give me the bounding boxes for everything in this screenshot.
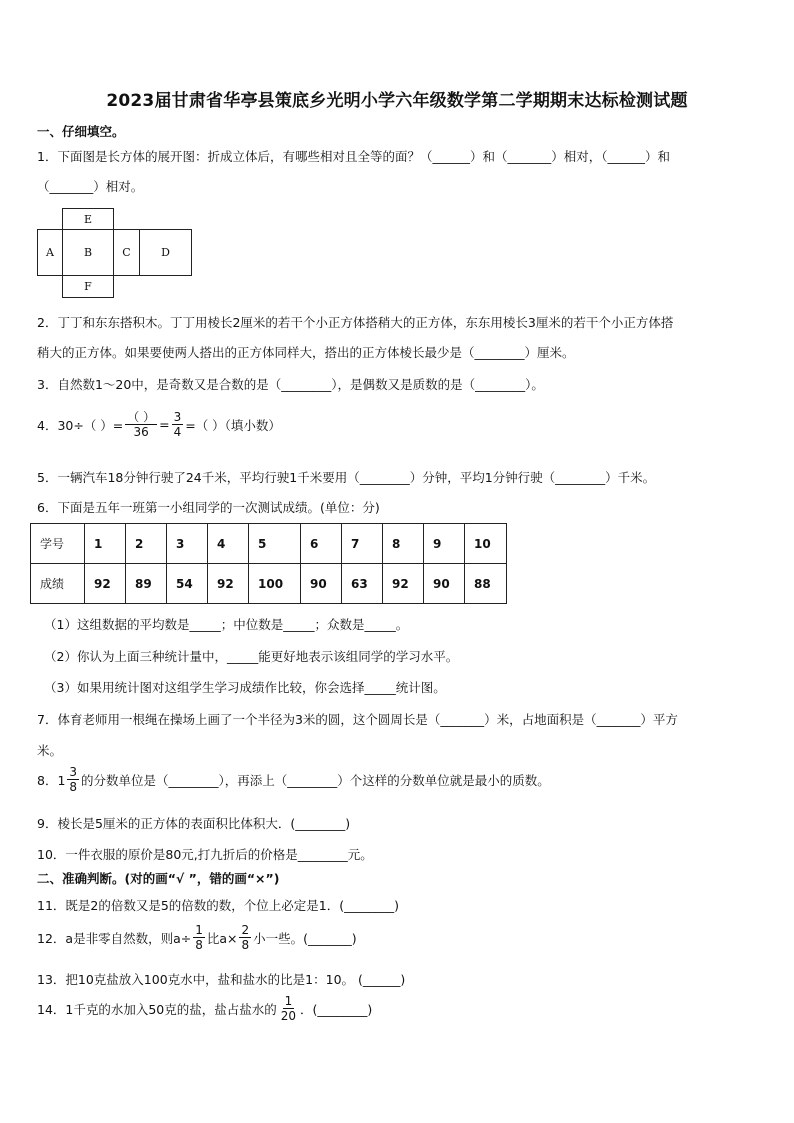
table-cell: 92 [383, 564, 424, 604]
question-14 [37, 994, 372, 1023]
question-2-line-2: 稍大的正方体。如果要使两人搭出的正方体同样大，搭出的正方体棱长最少是（________）厘米。 [37, 345, 575, 360]
table-cell: 3 [167, 524, 208, 564]
question-8-fraction [67, 765, 79, 794]
question-14-text: ．(________) [300, 1001, 373, 1017]
question-4-equals: = [159, 417, 170, 432]
question-6-part-2: （2）你认为上面三种统计量中，_____能更好地表示该组同学的学习水平。 [44, 649, 459, 664]
question-10: 10．一件衣服的原价是80元,打九折后的价格是________元。 [37, 847, 373, 862]
table-cell: 88 [465, 564, 507, 604]
net-face-b: B [62, 229, 114, 276]
question-3: 3．自然数1～20中，是奇数又是合数的是（________），是偶数又是质数的是（________）。 [37, 377, 544, 392]
table-cell: 5 [249, 524, 301, 564]
question-7-line-1: 7．体育老师用一根绳在操场上画了一个半径为3米的圆，这个圆周长是（_______）米，占地面积是（_______）平方 [37, 712, 678, 727]
question-1-line-2: （_______）相对。 [37, 179, 144, 194]
fraction-denominator: 8 [195, 938, 203, 952]
table-cell: 90 [424, 564, 465, 604]
exam-title: 2023届甘肃省华亭县策底乡光明小学六年级数学第二学期期末达标检测试题 [106, 91, 688, 111]
fraction-numerator: 1 [195, 923, 203, 937]
section-1-heading: 一、仔细填空。 [37, 124, 125, 139]
question-4-fraction-2 [172, 410, 184, 439]
table-cell: 63 [342, 564, 383, 604]
table-cell: 54 [167, 564, 208, 604]
fraction-denominator: 8 [69, 780, 78, 794]
fraction-denominator: 4 [173, 425, 182, 439]
question-6-part-1: （1）这组数据的平均数是_____；中位数是_____；众数是_____。 [44, 617, 409, 632]
fraction-numerator: （ ） [127, 410, 156, 424]
question-14-prefix: 14．1千克的水加入50克的盐，盐占盐水的 [37, 1001, 277, 1017]
question-2-line-1: 2．丁丁和东东搭积木。丁丁用棱长2厘米的若干个小正方体搭稍大的正方体，东东用棱长3厘米的若干个小正方体搭 [37, 315, 674, 330]
table-cell: 92 [85, 564, 126, 604]
table-cell: 9 [424, 524, 465, 564]
table-cell: 7 [342, 524, 383, 564]
table-cell: 89 [126, 564, 167, 604]
question-7-line-2: 米。 [37, 743, 63, 758]
question-12-fraction-2 [239, 923, 251, 952]
table-row-score [31, 564, 507, 604]
question-14-fraction [279, 994, 298, 1023]
table-cell: 8 [383, 524, 424, 564]
table-row-label: 成绩 [31, 564, 85, 604]
fraction-numerator: 1 [284, 994, 293, 1008]
table-cell: 100 [249, 564, 301, 604]
net-face-a: A [37, 229, 63, 276]
table-row-label: 学号 [31, 524, 85, 564]
table-cell: 90 [301, 564, 342, 604]
fraction-numerator: 2 [241, 923, 250, 937]
table-cell: 1 [85, 524, 126, 564]
net-face-c: C [113, 229, 140, 276]
net-face-e: E [62, 208, 114, 230]
cuboid-net-diagram [37, 208, 197, 298]
question-12-fraction-1 [193, 923, 205, 952]
net-face-d: D [139, 229, 192, 276]
question-9: 9．棱长是5厘米的正方体的表面积比体积大．(________) [37, 816, 351, 831]
question-4-expr-start: 30÷（ ）= [57, 417, 124, 433]
question-4-expr-end: =（ ）（填小数） [185, 417, 281, 433]
question-4-fraction-1 [125, 410, 157, 439]
table-cell: 92 [208, 564, 249, 604]
question-8-prefix: 8．1 [37, 772, 66, 788]
question-12-text: 小一些。(_______) [253, 930, 357, 946]
question-4-number: 4． [37, 417, 58, 433]
table-row-student-id [31, 524, 507, 564]
question-8 [37, 765, 550, 794]
table-cell: 10 [465, 524, 507, 564]
fraction-denominator: 8 [241, 938, 250, 952]
question-12 [37, 923, 357, 952]
table-cell: 6 [301, 524, 342, 564]
section-2-heading: 二、准确判断。(对的画“√ ”，错的画“×”) [37, 871, 280, 886]
table-cell: 4 [208, 524, 249, 564]
question-8-text: 的分数单位是（________），再添上（________）个这样的分数单位就是最小的质数。 [81, 772, 550, 788]
question-12-middle: 比a× [206, 930, 238, 946]
question-13: 13．把10克盐放入100克水中，盐和盐水的比是1：10。 (______) [37, 972, 406, 987]
table-cell: 2 [126, 524, 167, 564]
fraction-numerator: 3 [69, 765, 78, 779]
question-6: 6．下面是五年一班第一小组同学的一次测试成绩。(单位：分) [37, 500, 380, 515]
net-face-f: F [62, 275, 114, 298]
question-4 [37, 410, 281, 439]
question-1-line-1: 1．下面图是长方体的展开图：折成立体后，有哪些相对且全等的面？（______）和（_______）相对，（______）和 [37, 149, 670, 164]
question-11: 11．既是2的倍数又是5的倍数的数，个位上必定是1．(________) [37, 898, 400, 913]
fraction-numerator: 3 [173, 410, 182, 424]
question-5: 5．一辆汽车18分钟行驶了24千米，平均行驶1千米要用（________）分钟，平均1分钟行驶（________）千米。 [37, 470, 656, 485]
fraction-denominator: 36 [133, 425, 149, 439]
question-12-prefix: 12．a是非零自然数，则a÷ [37, 930, 192, 946]
score-table [30, 523, 507, 604]
fraction-denominator: 20 [280, 1009, 297, 1023]
question-6-part-3: （3）如果用统计图对这组学生学习成绩作比较，你会选择_____统计图。 [44, 680, 446, 695]
